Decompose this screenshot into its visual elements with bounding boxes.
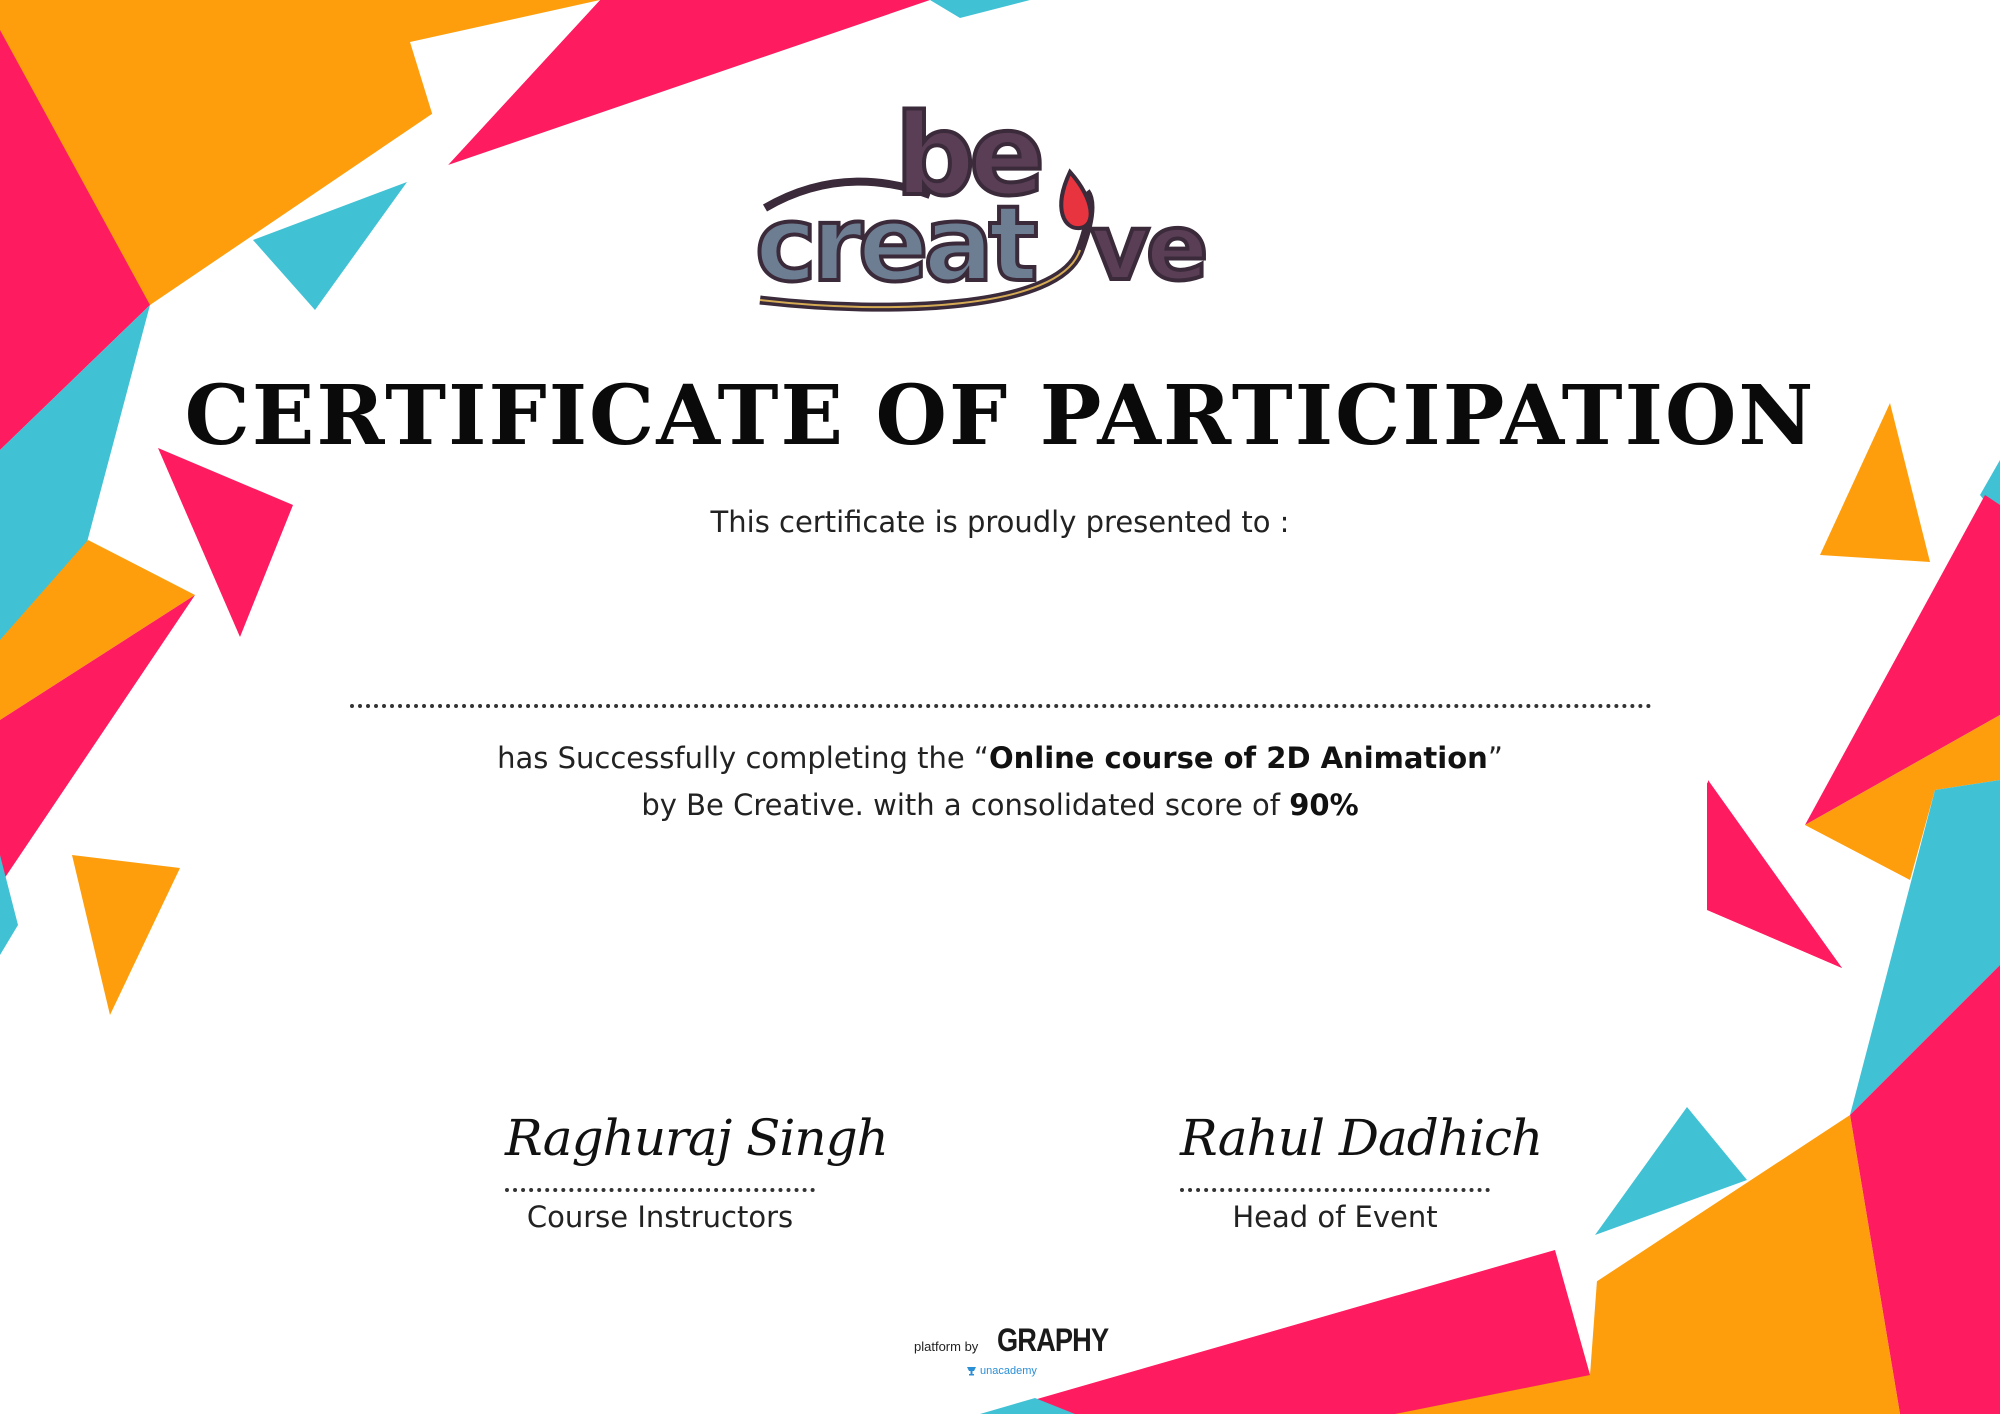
cyan-triangle [930, 0, 1030, 18]
signature-block-head [1180, 1098, 1543, 1234]
signature-block-instructor [505, 1098, 888, 1234]
signature-line [1180, 1188, 1490, 1192]
logo-text-creat: creat [755, 183, 1034, 305]
signature-rahul-dadhich: Rahul Dadhich [1180, 1109, 1543, 1167]
course-name: Online course of 2D Animation [988, 741, 1488, 775]
completion-statement [0, 735, 2000, 829]
score-prefix: by Be Creative. with a consolidated score of [641, 788, 1290, 822]
signature-raghuraj-singh: Raghuraj Singh [505, 1109, 888, 1167]
recipient-name-line [350, 704, 1652, 708]
unacademy-label: unacademy [980, 1365, 1037, 1377]
completion-line-2 [0, 782, 2000, 829]
platform-by-label: platform by [914, 1339, 979, 1354]
completion-suffix: ” [1487, 741, 1503, 775]
score-value: 90% [1289, 788, 1359, 822]
graphy-brand: GRAPHY [997, 1322, 1109, 1358]
completion-prefix: has Successfully completing the “ [497, 741, 989, 775]
signature-line [505, 1188, 815, 1192]
logo-text-ve: ve [1090, 194, 1205, 301]
be-creative-logo [740, 91, 1280, 315]
certificate-title: CERTIFICATE OF PARTICIPATION [184, 368, 1816, 464]
unacademy-brand [966, 1365, 1037, 1377]
logo-text-be: be [895, 91, 1040, 221]
signature-role-head: Head of Event [1232, 1200, 1438, 1234]
platform-footer [912, 1318, 1109, 1378]
presented-to-text: This certificate is proudly presented to : [710, 505, 1290, 539]
orange-triangle [72, 855, 180, 1015]
completion-line-1 [0, 735, 2000, 782]
signature-role-instructor: Course Instructors [526, 1200, 794, 1234]
